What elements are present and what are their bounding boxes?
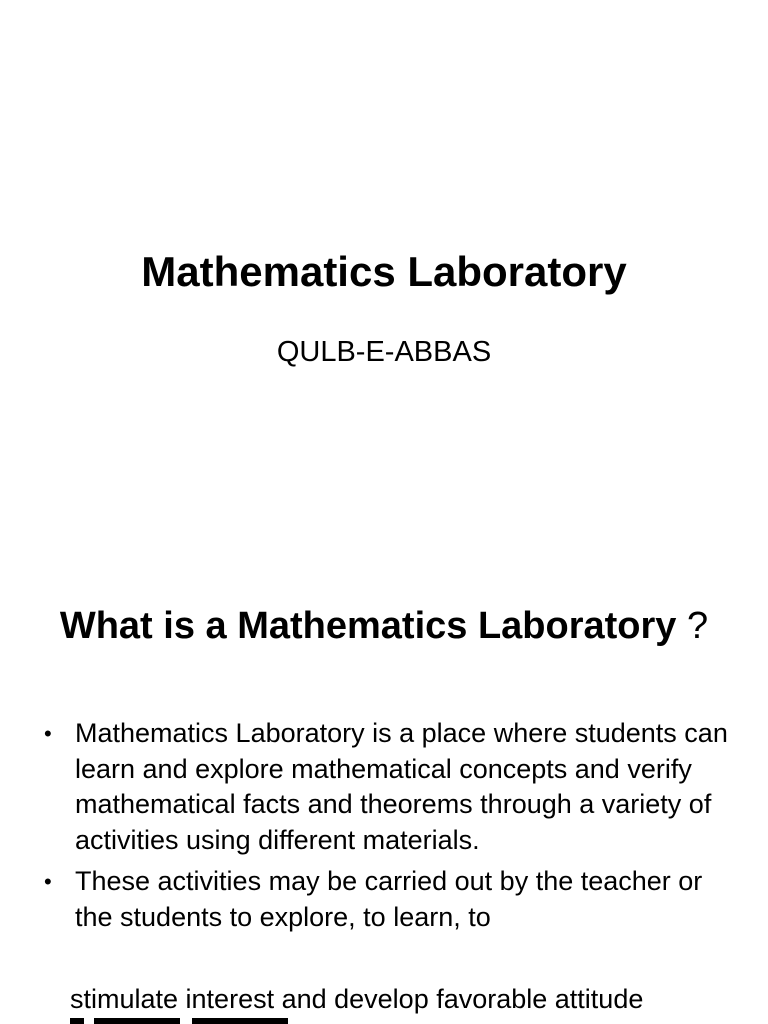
cut-off-text-line bbox=[70, 1018, 330, 1024]
slide-subtitle: QULB-E-ABBAS bbox=[276, 336, 492, 368]
slide-title: Mathematics Laboratory bbox=[141, 248, 627, 295]
heading-question-mark: ? bbox=[676, 605, 709, 647]
heading-text: What is a Mathematics Laboratory bbox=[59, 605, 677, 647]
bullet-list bbox=[0, 716, 768, 941]
bullet-item bbox=[0, 864, 768, 935]
bullet-icon: • bbox=[44, 869, 52, 894]
bullet-text: These activities may be carried out by the teacher or the students to explore, to learn, to bbox=[75, 866, 703, 932]
bullet-text: Mathematics Laboratory is a place where students can learn and explore mathematical concepts and verify mathematical facts and theorems through a variety of activities using different materials. bbox=[75, 718, 728, 855]
bullet-continuation: stimulate interest and develop favorable attitude bbox=[70, 984, 644, 1014]
bullet-icon: • bbox=[44, 721, 52, 746]
slide-heading bbox=[0, 600, 768, 652]
bullet-item bbox=[0, 716, 768, 858]
content-slide bbox=[0, 560, 768, 1024]
